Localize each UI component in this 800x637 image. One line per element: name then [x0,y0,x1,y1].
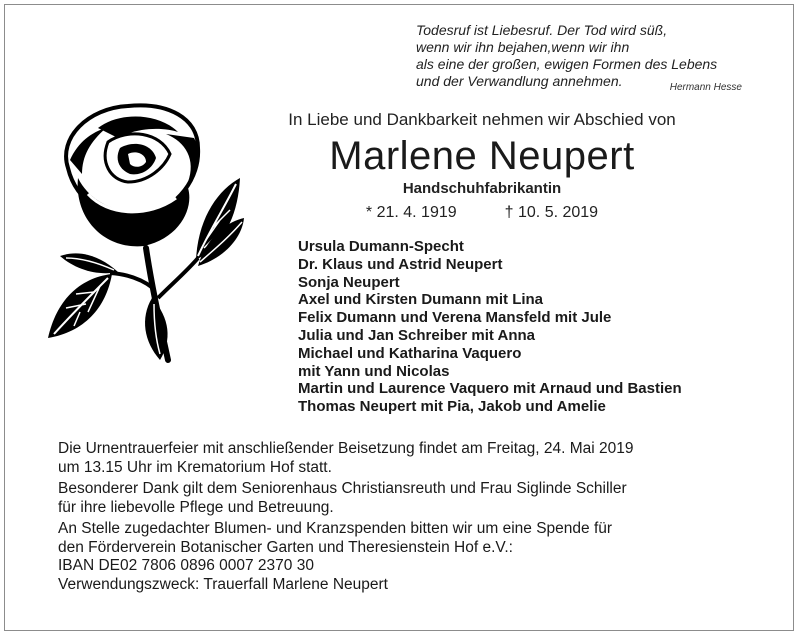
thanks-line: für ihre liebevolle Pflege und Betreuung. [58,498,334,516]
profession: Handschuhfabrikantin [402,180,562,197]
ceremony-line: um 13.15 Uhr im Krematorium Hof statt. [58,458,332,476]
iban-line: IBAN DE02 7806 0896 0007 2370 30 [58,557,314,574]
death-date: † 10. 5. 2019 [504,204,599,221]
donation-reference: Verwendungszweck: Trauerfall Marlene Neupert [58,575,388,593]
quote-author: Hermann Hesse [669,82,742,93]
donation-line: An Stelle zugedachter Blumen- und Kranzspenden bitten wir um eine Spende für [58,520,613,537]
donation-paragraph [58,520,758,594]
thanks-line: Besonderer Dank gilt dem Seniorenhaus Christiansreuth und Frau Siglinde Schiller [58,480,627,497]
quote-line: als eine der großen, ewigen Formen des Lebens [416,56,718,72]
rose-icon [48,98,244,364]
mourner-line: mit Yann und Nicolas [298,362,450,380]
ceremony-line: Die Urnentrauerfeier mit anschließender Beisetzung findet am Freitag, 24. Mai 2019 [58,440,634,457]
birth-date: * 21. 4. 1919 [365,204,457,221]
quote-line: Todesruf ist Liebesruf. Der Tod wird süß, [416,22,668,38]
intro-text: In Liebe und Dankbarkeit nehmen wir Abschied von [288,110,676,129]
life-dates [276,204,688,222]
quote-line: wenn wir ihn bejahen,wenn wir ihn [416,39,630,55]
mourner-line: Ursula Dumann-Specht [298,238,464,255]
mourner-line: Sonja Neupert [298,273,400,291]
notice-body [58,440,758,597]
epigraph-quote [416,22,746,90]
mourner-line: Michael und Katharina Vaquero [298,344,522,362]
mourner-line: Dr. Klaus und Astrid Neupert [298,255,503,273]
mourner-line: Thomas Neupert mit Pia, Jakob und Amelie [298,398,606,416]
ceremony-paragraph [58,440,758,477]
mourner-line: Axel und Kirsten Dumann mit Lina [298,291,544,309]
thanks-paragraph [58,480,758,517]
mourner-line: Julia und Jan Schreiber mit Anna [298,326,535,344]
donation-line: den Förderverein Botanischer Garten und Theresienstein Hof e.V.: [58,538,513,556]
mourner-line: Felix Dumann und Verena Mansfeld mit Jule [298,309,612,327]
deceased-name: Marlene Neupert [329,134,635,178]
mourners-list [298,238,768,416]
quote-line: und der Verwandlung annehmen. [416,73,623,89]
mourner-line: Martin und Laurence Vaquero mit Arnaud und Bastien [298,380,682,398]
